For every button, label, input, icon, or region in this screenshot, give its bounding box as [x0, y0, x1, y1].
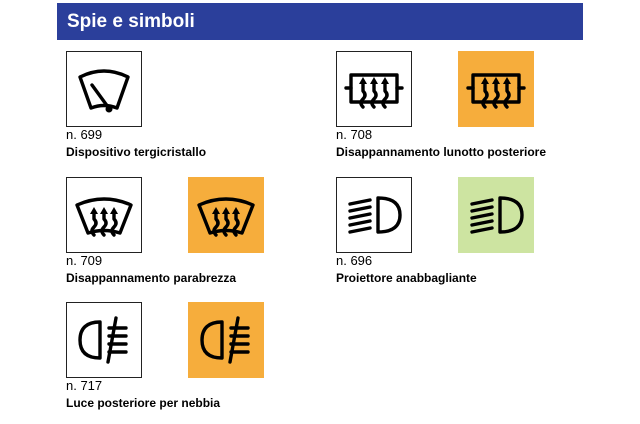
symbol-number: n. 717	[66, 378, 103, 393]
rear-fog-light-icon	[66, 302, 142, 378]
page-title: Spie e simboli	[67, 10, 195, 32]
symbol-entry-708	[336, 51, 546, 160]
wiper-icon	[66, 51, 142, 127]
rear-defrost-icon	[336, 51, 412, 127]
symbol-entry-696	[336, 177, 534, 286]
symbol-entry-699	[66, 51, 206, 160]
low-beam-icon	[336, 177, 412, 253]
symbol-number: n. 696	[336, 253, 373, 268]
symbol-title: Disappannamento parabrezza	[66, 271, 237, 285]
symbol-entry-709	[66, 177, 264, 286]
page-header	[57, 3, 583, 40]
symbol-title: Disappannamento lunotto posteriore	[336, 145, 547, 159]
symbol-entry-717	[66, 302, 264, 411]
windshield-defrost-icon	[66, 177, 142, 253]
symbol-title: Luce posteriore per nebbia	[66, 396, 221, 410]
symbol-title: Proiettore anabbagliante	[336, 271, 477, 285]
low-beam-green-icon	[458, 177, 534, 253]
symbol-number: n. 709	[66, 253, 103, 268]
symbol-number: n. 708	[336, 127, 373, 142]
symbol-title: Dispositivo tergicristallo	[66, 145, 207, 159]
windshield-defrost-amber-icon	[188, 177, 264, 253]
symbol-number: n. 699	[66, 127, 103, 142]
rear-fog-light-amber-icon	[188, 302, 264, 378]
rear-defrost-amber-icon	[458, 51, 534, 127]
